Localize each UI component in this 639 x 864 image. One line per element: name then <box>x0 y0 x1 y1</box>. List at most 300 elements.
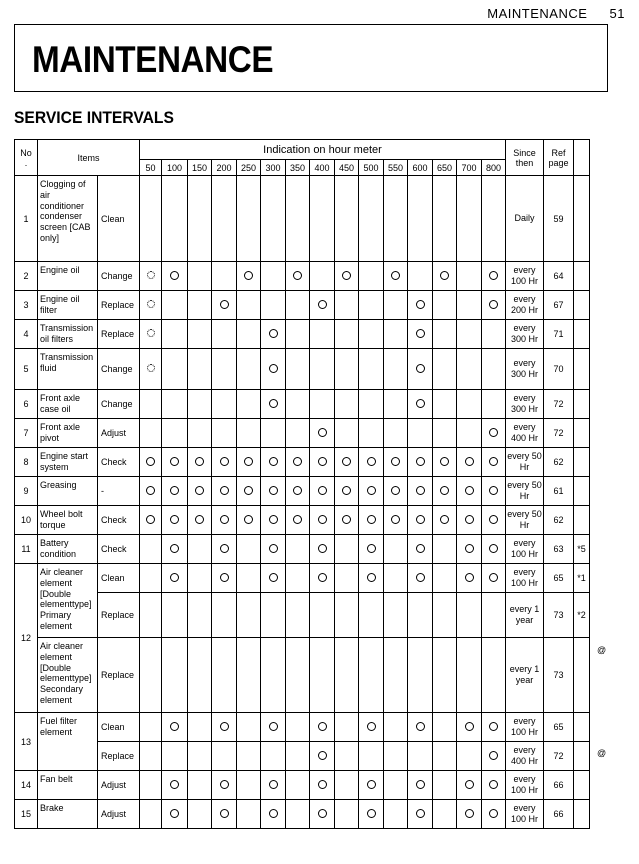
hour-cell <box>335 713 359 742</box>
hour-header: 400 <box>310 160 335 176</box>
service-mark-icon <box>391 515 400 524</box>
service-mark-icon <box>269 573 278 582</box>
hour-cell <box>457 477 482 506</box>
service-mark-icon <box>367 809 376 818</box>
col-indication-header: Indication on hour meter <box>140 140 506 160</box>
row-action: Replace <box>98 742 140 771</box>
row-note <box>574 638 590 713</box>
service-mark-icon <box>195 457 204 466</box>
service-mark-icon <box>489 751 498 760</box>
page-title: MAINTENANCE <box>32 39 274 80</box>
hour-cell <box>286 771 310 800</box>
hour-cell <box>212 742 237 771</box>
service-mark-icon <box>269 486 278 495</box>
row-interval: every 400 Hr <box>506 742 544 771</box>
hour-cell <box>408 176 433 262</box>
hour-cell <box>335 638 359 713</box>
row-no: 2 <box>15 262 38 291</box>
hour-cell <box>237 390 261 419</box>
hour-cell <box>310 771 335 800</box>
col-items-header: Items <box>38 140 140 176</box>
row-note <box>574 291 590 320</box>
hour-cell <box>482 349 506 390</box>
hour-cell <box>359 638 384 713</box>
hour-cell <box>261 771 286 800</box>
service-mark-icon <box>170 573 179 582</box>
hour-cell <box>188 291 212 320</box>
row-ref-page: 72 <box>544 742 574 771</box>
service-mark-icon <box>244 515 253 524</box>
hour-cell <box>237 506 261 535</box>
service-mark-icon <box>342 271 351 280</box>
row-note <box>574 477 590 506</box>
hour-cell <box>359 506 384 535</box>
service-mark-icon <box>465 486 474 495</box>
hour-cell <box>237 448 261 477</box>
service-mark-icon <box>416 809 425 818</box>
hour-cell <box>212 176 237 262</box>
hour-cell <box>212 349 237 390</box>
hour-cell <box>408 477 433 506</box>
row-no: 15 <box>15 800 38 829</box>
row-action: Clean <box>98 713 140 742</box>
service-mark-icon <box>269 515 278 524</box>
hour-cell <box>286 800 310 829</box>
hour-cell <box>433 349 457 390</box>
hour-cell <box>140 477 162 506</box>
service-mark-icon <box>489 809 498 818</box>
hour-cell <box>384 593 408 638</box>
hour-cell <box>188 713 212 742</box>
row-no: 12 <box>15 564 38 713</box>
hour-cell <box>310 448 335 477</box>
hour-cell <box>482 742 506 771</box>
row-ref-page: 71 <box>544 320 574 349</box>
hour-cell <box>140 564 162 593</box>
hour-cell <box>212 506 237 535</box>
hour-cell <box>286 320 310 349</box>
row-interval: every 50 Hr <box>506 448 544 477</box>
row-item: Engine oil <box>38 262 98 291</box>
hour-cell <box>359 593 384 638</box>
row-ref-page: 64 <box>544 262 574 291</box>
row-note: *1 <box>574 564 590 593</box>
hour-cell <box>408 800 433 829</box>
hour-cell <box>286 291 310 320</box>
hour-cell <box>384 291 408 320</box>
hour-cell <box>457 448 482 477</box>
hour-cell <box>237 638 261 713</box>
service-mark-icon <box>416 722 425 731</box>
hour-cell <box>286 535 310 564</box>
service-mark-icon <box>367 573 376 582</box>
hour-cell <box>162 176 188 262</box>
hour-cell <box>433 176 457 262</box>
row-note: *5 <box>574 535 590 564</box>
hour-cell <box>384 564 408 593</box>
first-service-mark-icon <box>147 271 155 279</box>
row-item: Battery condition <box>38 535 98 564</box>
hour-cell <box>310 320 335 349</box>
hour-cell <box>188 419 212 448</box>
row-note <box>574 448 590 477</box>
hour-cell <box>237 419 261 448</box>
service-mark-icon <box>391 457 400 466</box>
hour-cell <box>261 593 286 638</box>
row-note <box>574 349 590 390</box>
service-mark-icon <box>220 544 229 553</box>
table-row <box>15 713 590 742</box>
hour-cell <box>335 291 359 320</box>
row-item: Wheel bolt torque <box>38 506 98 535</box>
row-item: Greasing <box>38 477 98 506</box>
row-action: Clean <box>98 564 140 593</box>
table-row <box>15 349 590 390</box>
service-mark-icon <box>170 780 179 789</box>
hour-cell <box>162 477 188 506</box>
hour-cell <box>335 262 359 291</box>
hour-cell <box>188 564 212 593</box>
hour-cell <box>359 262 384 291</box>
hour-cell <box>433 291 457 320</box>
hour-cell <box>188 349 212 390</box>
service-mark-icon <box>269 457 278 466</box>
hour-cell <box>433 771 457 800</box>
hour-cell <box>140 448 162 477</box>
row-item: Transmission fluid <box>38 349 98 390</box>
hour-cell <box>310 477 335 506</box>
hour-cell <box>140 390 162 419</box>
hour-cell <box>261 535 286 564</box>
hour-cell <box>140 419 162 448</box>
row-no: 14 <box>15 771 38 800</box>
col-note-header <box>574 140 590 176</box>
hour-cell <box>457 593 482 638</box>
hour-cell <box>408 638 433 713</box>
row-interval: every 1 year <box>506 638 544 713</box>
hour-cell <box>457 419 482 448</box>
hour-cell <box>162 593 188 638</box>
service-mark-icon <box>269 364 278 373</box>
hour-cell <box>188 593 212 638</box>
hour-cell <box>433 713 457 742</box>
service-mark-icon <box>293 457 302 466</box>
service-mark-icon <box>416 515 425 524</box>
row-action: Adjust <box>98 419 140 448</box>
service-mark-icon <box>367 457 376 466</box>
hour-header: 600 <box>408 160 433 176</box>
service-mark-icon <box>440 486 449 495</box>
row-item: Fuel filter element <box>38 713 98 771</box>
hour-cell <box>408 291 433 320</box>
row-interval: every 300 Hr <box>506 390 544 419</box>
hour-cell <box>212 477 237 506</box>
hour-cell <box>162 713 188 742</box>
table-row <box>15 291 590 320</box>
hour-cell <box>310 800 335 829</box>
hour-cell <box>286 349 310 390</box>
service-mark-icon <box>465 573 474 582</box>
hour-cell <box>384 349 408 390</box>
hour-cell <box>212 593 237 638</box>
hour-header: 800 <box>482 160 506 176</box>
hour-cell <box>335 506 359 535</box>
table-row <box>15 593 590 638</box>
hour-cell <box>212 390 237 419</box>
hour-cell <box>384 506 408 535</box>
row-item: Air cleaner element [Double elementtype] Primary element <box>38 564 98 638</box>
service-mark-icon <box>269 544 278 553</box>
row-note <box>574 390 590 419</box>
service-mark-icon <box>342 515 351 524</box>
service-mark-icon <box>489 544 498 553</box>
hour-cell <box>140 800 162 829</box>
table-row <box>15 419 590 448</box>
service-mark-icon <box>220 515 229 524</box>
table-row <box>15 262 590 291</box>
hour-cell <box>433 638 457 713</box>
row-item: Front axle pivot <box>38 419 98 448</box>
hour-cell <box>237 291 261 320</box>
hour-cell <box>237 535 261 564</box>
service-mark-icon <box>367 515 376 524</box>
table-row <box>15 638 590 713</box>
hour-cell <box>286 742 310 771</box>
table-row <box>15 800 590 829</box>
service-mark-icon <box>416 300 425 309</box>
service-mark-icon <box>489 722 498 731</box>
hour-cell <box>335 771 359 800</box>
row-ref-page: 65 <box>544 713 574 742</box>
row-ref-page: 73 <box>544 638 574 713</box>
hour-cell <box>457 713 482 742</box>
row-ref-page: 73 <box>544 593 574 638</box>
hour-cell <box>188 176 212 262</box>
hour-cell <box>408 713 433 742</box>
service-mark-icon <box>146 486 155 495</box>
hour-cell <box>433 593 457 638</box>
hour-header: 250 <box>237 160 261 176</box>
row-item: Transmission oil filters <box>38 320 98 349</box>
service-mark-icon <box>416 573 425 582</box>
row-action: Replace <box>98 593 140 638</box>
hour-cell <box>433 506 457 535</box>
hour-cell <box>237 742 261 771</box>
service-mark-icon <box>318 573 327 582</box>
service-mark-icon <box>293 515 302 524</box>
row-interval: every 1 year <box>506 593 544 638</box>
hour-cell <box>237 593 261 638</box>
service-mark-icon <box>416 780 425 789</box>
hour-cell <box>457 291 482 320</box>
row-note: *2 <box>574 593 590 638</box>
hour-cell <box>261 506 286 535</box>
hour-cell <box>408 419 433 448</box>
service-mark-icon <box>195 486 204 495</box>
row-ref-page: 62 <box>544 506 574 535</box>
row-interval: every 100 Hr <box>506 262 544 291</box>
hour-cell <box>140 535 162 564</box>
row-no: 9 <box>15 477 38 506</box>
hour-cell <box>359 419 384 448</box>
service-mark-icon <box>440 515 449 524</box>
row-interval: every 100 Hr <box>506 535 544 564</box>
hour-cell <box>212 320 237 349</box>
service-mark-icon <box>318 515 327 524</box>
row-action: Adjust <box>98 771 140 800</box>
hour-cell <box>261 291 286 320</box>
service-mark-icon <box>465 515 474 524</box>
row-item: Front axle case oil <box>38 390 98 419</box>
service-mark-icon <box>465 457 474 466</box>
service-mark-icon <box>367 722 376 731</box>
hour-cell <box>286 593 310 638</box>
row-action: Replace <box>98 291 140 320</box>
hour-cell <box>310 419 335 448</box>
hour-cell <box>261 262 286 291</box>
hour-cell <box>237 262 261 291</box>
hour-cell <box>384 771 408 800</box>
hour-cell <box>408 349 433 390</box>
row-interval: every 300 Hr <box>506 320 544 349</box>
hour-cell <box>482 800 506 829</box>
service-mark-icon <box>269 329 278 338</box>
row-interval: every 400 Hr <box>506 419 544 448</box>
row-interval: every 300 Hr <box>506 349 544 390</box>
service-mark-icon <box>269 722 278 731</box>
hour-cell <box>237 176 261 262</box>
hour-cell <box>286 713 310 742</box>
service-mark-icon <box>489 300 498 309</box>
service-mark-icon <box>170 271 179 280</box>
table-row <box>15 477 590 506</box>
service-mark-icon <box>489 457 498 466</box>
hour-cell <box>310 390 335 419</box>
at-mark-12: @ <box>597 645 607 655</box>
service-mark-icon <box>318 751 327 760</box>
hour-cell <box>359 477 384 506</box>
hour-header: 450 <box>335 160 359 176</box>
row-ref-page: 72 <box>544 419 574 448</box>
hour-cell <box>457 390 482 419</box>
hour-header: 650 <box>433 160 457 176</box>
hour-cell <box>384 419 408 448</box>
hour-cell <box>310 506 335 535</box>
row-action: Replace <box>98 320 140 349</box>
hour-cell <box>433 564 457 593</box>
hour-cell <box>457 349 482 390</box>
service-mark-icon <box>318 722 327 731</box>
row-action: - <box>98 477 140 506</box>
hour-cell <box>286 390 310 419</box>
hour-cell <box>359 713 384 742</box>
row-ref-page: 62 <box>544 448 574 477</box>
row-no: 1 <box>15 176 38 262</box>
hour-cell <box>310 742 335 771</box>
hour-header: 200 <box>212 160 237 176</box>
hour-cell <box>310 535 335 564</box>
hour-cell <box>212 535 237 564</box>
row-action: Check <box>98 535 140 564</box>
hour-cell <box>335 593 359 638</box>
hour-cell <box>482 291 506 320</box>
hour-cell <box>408 320 433 349</box>
hour-cell <box>482 506 506 535</box>
hour-cell <box>310 713 335 742</box>
service-mark-icon <box>465 780 474 789</box>
hour-cell <box>482 477 506 506</box>
service-mark-icon <box>146 457 155 466</box>
hour-cell <box>482 390 506 419</box>
hour-cell <box>188 262 212 291</box>
service-intervals-table <box>14 139 590 829</box>
service-mark-icon <box>416 457 425 466</box>
service-mark-icon <box>367 544 376 553</box>
hour-cell <box>457 638 482 713</box>
hour-cell <box>359 320 384 349</box>
service-mark-icon <box>318 809 327 818</box>
row-interval: every 100 Hr <box>506 713 544 742</box>
row-item: Engine start system <box>38 448 98 477</box>
hour-cell <box>457 320 482 349</box>
service-mark-icon <box>244 457 253 466</box>
hour-cell <box>261 349 286 390</box>
hour-cell <box>433 800 457 829</box>
service-mark-icon <box>489 780 498 789</box>
first-service-mark-icon <box>147 300 155 308</box>
hour-cell <box>408 506 433 535</box>
row-note <box>574 771 590 800</box>
hour-cell <box>162 291 188 320</box>
hour-cell <box>457 800 482 829</box>
hour-cell <box>482 713 506 742</box>
hour-cell <box>286 419 310 448</box>
row-no: 11 <box>15 535 38 564</box>
hour-cell <box>408 262 433 291</box>
col-ref-header: Ref page <box>544 140 574 176</box>
hour-cell <box>335 176 359 262</box>
hour-cell <box>335 564 359 593</box>
row-interval: every 200 Hr <box>506 291 544 320</box>
hour-cell <box>359 800 384 829</box>
service-mark-icon <box>220 457 229 466</box>
running-header <box>469 6 625 21</box>
hour-cell <box>188 742 212 771</box>
row-ref-page: 63 <box>544 535 574 564</box>
hour-cell <box>384 262 408 291</box>
row-no: 7 <box>15 419 38 448</box>
hour-cell <box>359 564 384 593</box>
hour-header: 50 <box>140 160 162 176</box>
hour-cell <box>310 564 335 593</box>
hour-cell <box>310 176 335 262</box>
hour-header: 150 <box>188 160 212 176</box>
row-no: 6 <box>15 390 38 419</box>
hour-cell <box>162 564 188 593</box>
hour-cell <box>162 419 188 448</box>
service-mark-icon <box>170 486 179 495</box>
service-mark-icon <box>318 486 327 495</box>
table-row <box>15 448 590 477</box>
hour-cell <box>408 564 433 593</box>
row-interval: every 50 Hr <box>506 477 544 506</box>
hour-cell <box>408 593 433 638</box>
hour-cell <box>359 535 384 564</box>
hour-cell <box>261 390 286 419</box>
hour-cell <box>433 390 457 419</box>
hour-cell <box>482 448 506 477</box>
hour-cell <box>188 506 212 535</box>
